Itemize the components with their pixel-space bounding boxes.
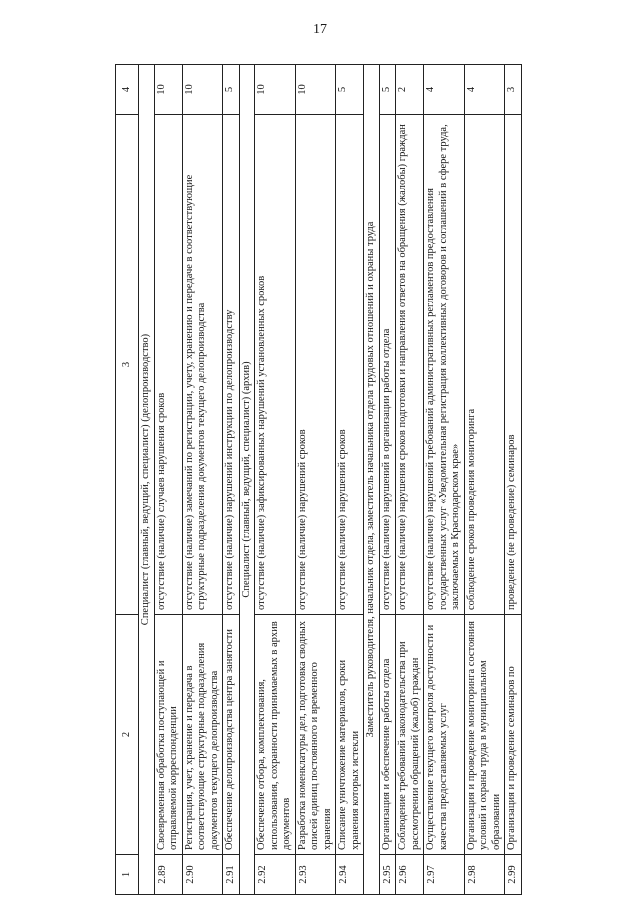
table-row — [223, 65, 240, 895]
row-number: 2.97 — [424, 855, 465, 895]
row-number: 2.96 — [396, 855, 424, 895]
section-row — [139, 65, 155, 895]
row-criterion: соблюдение сроков проведения мониторинга — [464, 115, 505, 615]
table-row — [336, 65, 364, 895]
rotated-table-container — [115, 65, 640, 895]
table-row — [255, 65, 296, 895]
page-number: 17 — [313, 22, 327, 37]
table-row — [396, 65, 424, 895]
row-number: 2.94 — [336, 855, 364, 895]
row-criterion: отсутствие (наличие) нарушений требований административных регламентов предоставления государственных услуг «Уведомительная регистрация коллективных договоров и соглашений в сфере труда, заключаемых в Краснодарском крае» — [424, 115, 465, 615]
row-task: Обеспечение делопроизводства центра занятости — [223, 615, 240, 855]
row-number: 2.99 — [505, 855, 522, 895]
row-criterion: отсутствие (наличие) нарушений инструкции по делопроизводству — [223, 115, 240, 615]
column-header: 4 — [116, 65, 139, 115]
row-number: 2.93 — [295, 855, 336, 895]
table-row — [379, 65, 396, 895]
row-number: 2.95 — [379, 855, 396, 895]
column-header: 1 — [116, 855, 139, 895]
row-task: Обеспечение отбора, комплектования, использования, сохранности принимаемых в архив документов — [255, 615, 296, 855]
table-row — [295, 65, 336, 895]
row-criterion: отсутствие (наличие) случаев нарушения сроков — [154, 115, 182, 615]
row-score: 5 — [379, 65, 396, 115]
section-title: Специалист (главный, ведущий, специалист) (архив) — [239, 65, 255, 895]
row-number: 2.92 — [255, 855, 296, 895]
column-header: 3 — [116, 115, 139, 615]
row-number: 2.89 — [154, 855, 182, 895]
row-number: 2.98 — [464, 855, 505, 895]
row-score: 5 — [336, 65, 364, 115]
table-row — [182, 65, 223, 895]
row-criterion: отсутствие (наличие) замечаний по регистрации, учету, хранению и передаче в соответствующие структурные подразделения документов текущего делопроизводства — [182, 115, 223, 615]
row-criterion: отсутствие (наличие) зафиксированных нарушений установленных сроков — [255, 115, 296, 615]
row-task: Осуществление текущего контроля доступности и качества предоставляемых услуг — [424, 615, 465, 855]
section-title: Специалист (главный, ведущий, специалист) (делопроизводство) — [139, 65, 155, 895]
column-header: 2 — [116, 615, 139, 855]
row-task: Организация и проведение мониторинга состояния условий и охраны труда в муниципальном образовании — [464, 615, 505, 855]
row-score: 3 — [505, 65, 522, 115]
table-row — [424, 65, 465, 895]
row-score: 4 — [464, 65, 505, 115]
row-task: Соблюдение требований законодательства при рассмотрении обращений (жалоб) граждан — [396, 615, 424, 855]
row-task: Регистрация, учет, хранение и передача в соответствующие структурные подразделения документов текущего делопроизводства — [182, 615, 223, 855]
table-row — [154, 65, 182, 895]
table-row — [464, 65, 505, 895]
row-number: 2.91 — [223, 855, 240, 895]
criteria-table — [115, 64, 522, 895]
row-criterion: отсутствие (наличие) нарушений в организации работы отдела — [379, 115, 396, 615]
row-task: Разработка номенклатуры дел, подготовка сводных описей единиц постоянного и временного хранения — [295, 615, 336, 855]
row-score: 10 — [182, 65, 223, 115]
row-number: 2.90 — [182, 855, 223, 895]
row-task: Своевременная обработка поступающей и отправляемой корреспонденции — [154, 615, 182, 855]
section-title: Заместитель руководителя, начальник отдела, заместитель начальника отдела трудовых отношений и охраны труда — [364, 65, 380, 895]
header-row — [116, 65, 139, 895]
row-task: Списание уничтожение материалов, сроки хранения которых истекли — [336, 615, 364, 855]
row-score: 5 — [223, 65, 240, 115]
section-row — [239, 65, 255, 895]
row-criterion: отсутствие (наличие) нарушения сроков подготовки и направления ответов на обращения (жалобы) граждан — [396, 115, 424, 615]
table-row — [505, 65, 522, 895]
row-score: 10 — [255, 65, 296, 115]
row-criterion: отсутствие (наличие) нарушений сроков — [336, 115, 364, 615]
row-score: 10 — [154, 65, 182, 115]
row-criterion: отсутствие (наличие) нарушений сроков — [295, 115, 336, 615]
row-task: Организация и обеспечение работы отдела — [379, 615, 396, 855]
section-row — [364, 65, 380, 895]
row-score: 10 — [295, 65, 336, 115]
row-criterion: проведение (не проведение) семинаров — [505, 115, 522, 615]
row-score: 4 — [424, 65, 465, 115]
row-task: Организация и проведение семинаров по — [505, 615, 522, 855]
row-score: 2 — [396, 65, 424, 115]
